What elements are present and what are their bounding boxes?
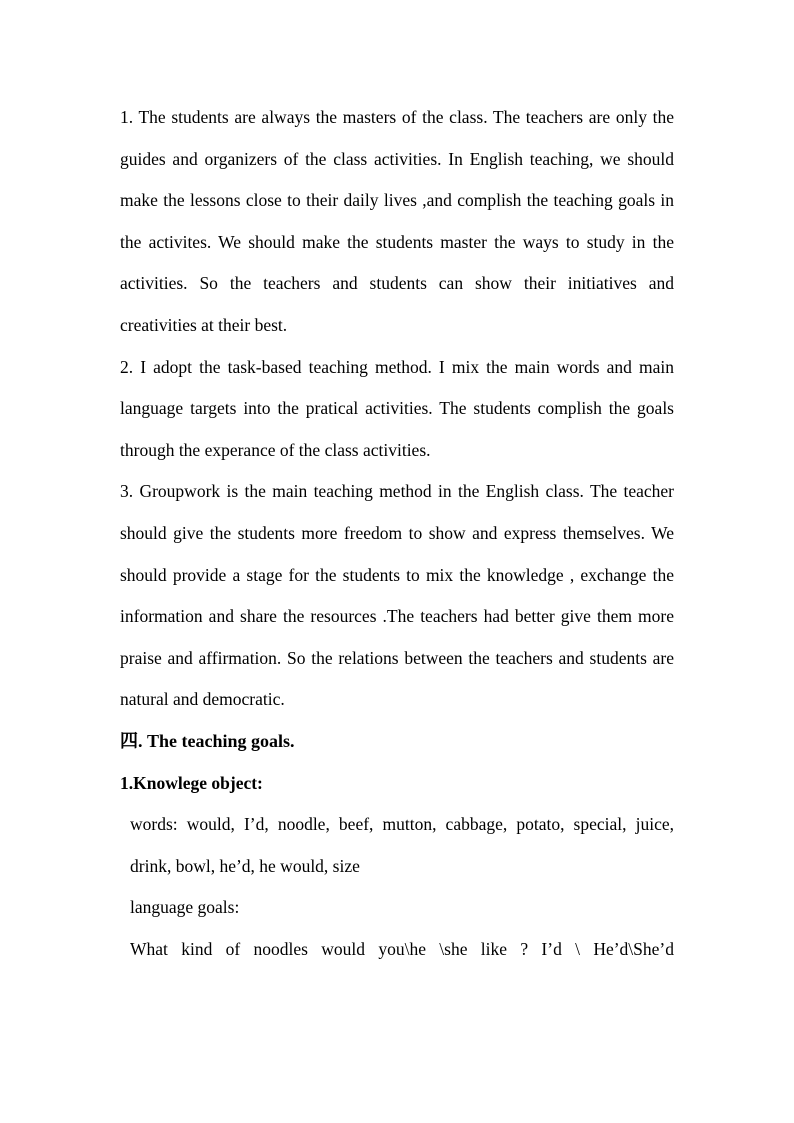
section-heading: 四. The teaching goals.	[120, 730, 295, 751]
words-line: words: would, I’d, noodle, beef, mutton, cabbage, potato, special, juice, drink, bowl, he’d, he would, size	[130, 814, 674, 876]
language-goals-label: language goals:	[130, 897, 240, 918]
paragraph-1: 1. The students are always the masters of the class. The teachers are only the guides and organizers of the class activities. In English teaching, we should make the lessons close to their daily lives ,and complish the teaching goals in the activites. We should make the students master the ways to study in the activities. So the teachers and students can show their initiatives and creativities at their best.	[120, 107, 674, 335]
subheading-knowledge-object: 1.Knowlege object:	[120, 772, 263, 793]
paragraph-3: 3. Groupwork is the main teaching method in the English class. The teacher should give the students more freedom to show and express themselves. We should provide a stage for the students to mix the knowledge , exchange the information and share the resources .The teachers had better give them more praise and affirmation. So the relations between the teachers and students are natural and democratic.	[120, 481, 674, 710]
text-block	[120, 97, 674, 970]
paragraph-2: 2. I adopt the task-based teaching method. I mix the main words and main language targets into the pratical activities. The students complish the goals through the experance of the class activities.	[120, 356, 674, 460]
language-goals-line: What kind of noodles would you\he \she like ? I’d \ He’d\She’d	[130, 938, 674, 959]
